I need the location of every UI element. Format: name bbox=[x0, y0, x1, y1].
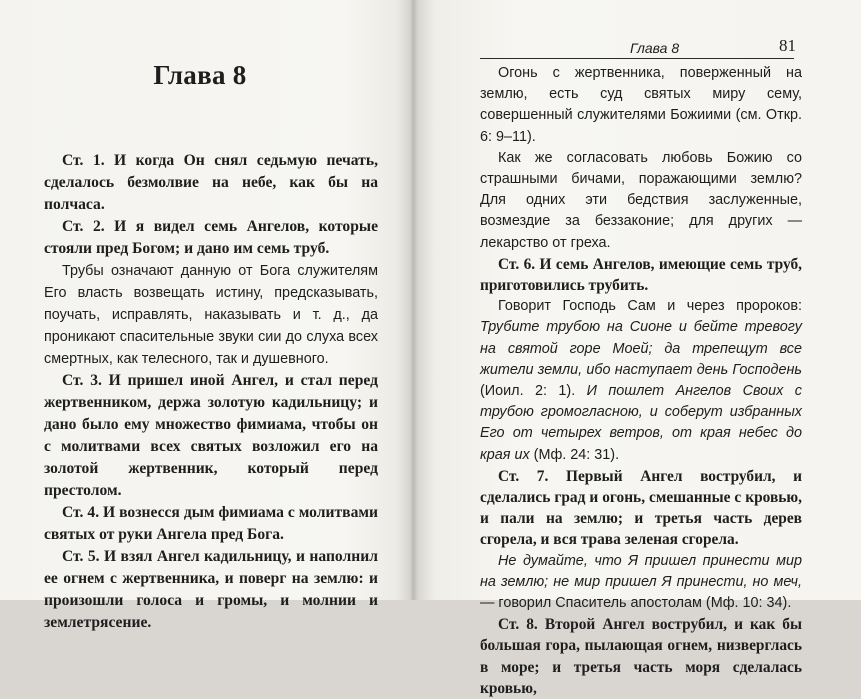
left-page bbox=[0, 0, 412, 631]
page-number: 81 bbox=[779, 36, 796, 55]
prophets-intro: Говорит Господь Сам и через пророков: bbox=[498, 298, 802, 315]
running-header bbox=[480, 38, 794, 59]
right-page-text bbox=[480, 63, 802, 699]
verse-8: Ст. 8. Второй Ангел вострубил, и как бы большая гора, пылающая огнем, низверглась в море; и третья часть моря сделалась кровью, bbox=[480, 616, 802, 697]
verse-6: Ст. 6. И семь Ангелов, имеющие семь труб, приготовились трубить. bbox=[480, 255, 802, 295]
quote-joel: Трубите трубою на Сионе и бейте тревогу на святой горе Моей; да трепещут все жители земли, ибо наступает день Господень bbox=[480, 319, 802, 378]
verse-5: Ст. 5. И взял Ангел кадильницу, и наполнил ее огнем с жертвенника, и поверг на землю: и произошли голоса и громы, и молнии и землетрясение. bbox=[44, 548, 378, 631]
verse-7: Ст. 7. Первый Ангел вострубил, и сделались град и огонь, смешанные с кровью, и пали на землю; и третья часть дерев сгорела, и вся трава зеленая сгорела. bbox=[480, 467, 802, 549]
verse-2: Ст. 2. И я видел семь Ангелов, которые стояли пред Богом; и дано им семь труб. bbox=[44, 218, 378, 257]
running-title: Глава 8 bbox=[630, 40, 680, 56]
commentary-prophets bbox=[480, 296, 802, 466]
right-page bbox=[418, 0, 861, 697]
quote-matthew-10: Не думайте, что Я пришел принести мир на землю; не мир пришел Я принести, но меч, bbox=[480, 552, 802, 590]
verse-4: Ст. 4. И вознесся дым фимиама с молитвами святых от руки Ангела пред Бога. bbox=[44, 504, 378, 543]
verse-3: Ст. 3. И пришел иной Ангел, и стал перед жертвенником, держа золотую кадильницу; и дано было ему множество фимиама, чтобы он с молитвами всех святых возложил его на золотой жертвенник, который перед престолом. bbox=[44, 372, 378, 499]
commentary-sword bbox=[480, 551, 802, 615]
commentary-love: Как же согласовать любовь Божию со страшными бичами, поражающими землю? Для одних эти бедствия заслуженные, возмездие за беззаконие; для других — лекарство от греха. bbox=[480, 149, 802, 251]
chapter-title: Глава 8 bbox=[153, 60, 247, 90]
left-page-text bbox=[44, 150, 378, 634]
commentary-sword-rest: — говорил Спаситель апостолам (Мф. 10: 34). bbox=[480, 595, 792, 612]
commentary-fire: Огонь с жертвенника, поверженный на землю, есть суд святых миру сему, совершенный служителями Божиими (см. Откр. 6: 9–11). bbox=[480, 65, 802, 145]
verse-1: Ст. 1. И когда Он снял седьмую печать, сделалось безмолвие на небе, как бы на полчаса. bbox=[44, 152, 378, 213]
commentary-trumpets: Трубы означают данную от Бога служителям Его власть возвещать истину, предсказывать, поучать, исправлять, наказывать и т. д., да проникают спасительные звуки сии до слуха всех смертных, как телесного, так и душевного. bbox=[44, 263, 378, 367]
ref-joel: (Иоил. 2: 1). bbox=[480, 383, 587, 400]
ref-matthew-24: (Мф. 24: 31). bbox=[529, 446, 620, 463]
quote-matthew-24: И пошлет Ангелов Своих с трубою громогласною, и соберут избранных Его от четырех ветров, от края небес до края их bbox=[480, 383, 802, 463]
